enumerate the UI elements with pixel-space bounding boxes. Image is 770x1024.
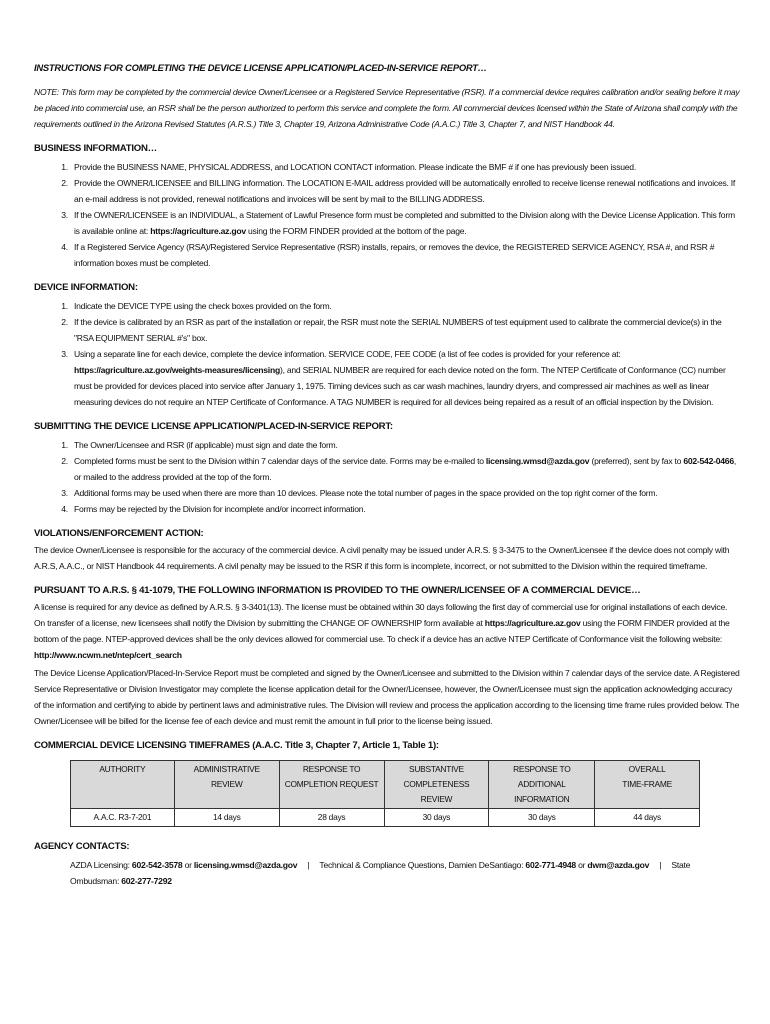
- list-item: 3. Additional forms may be used when there are more than 10 devices. Please note the total number of pages in the space provided on the top right corner of the form.: [70, 485, 740, 501]
- list-item: 4. Forms may be rejected by the Division for incomplete and/or incorrect information.: [70, 501, 740, 517]
- column-header: AUTHORITY: [71, 761, 175, 809]
- licensing-email-link[interactable]: licensing.wmsd@azda.gov: [485, 456, 590, 466]
- list-item: 1. Indicate the DEVICE TYPE using the check boxes provided on the form.: [70, 298, 740, 314]
- document-title: INSTRUCTIONS FOR COMPLETING THE DEVICE LICENSE APPLICATION/PLACED-IN-SERVICE REPORT…: [34, 62, 487, 73]
- list-item: [70, 207, 740, 239]
- list-item: 2. If the device is calibrated by an RSR as part of the installation or repair, the RSR must note the SERIAL NUMBERS of test equipment used to calibrate the commercial device(s) in the "RSA EQUIPMENT SERIAL #'s" box.: [70, 314, 740, 346]
- table-cell: 30 days: [384, 809, 489, 827]
- list-item-text: If the OWNER/LICENSEE is an INDIVIDUAL, a Statement of Lawful Presence form must be completed and submitted to the Division along with the Device License Application. This form is available online at:: [74, 210, 735, 236]
- list-item-text: Using a separate line for each device, complete the device information. SERVICE CODE, FEE CODE (a list of fee codes is provided for your reference at:: [74, 349, 621, 359]
- agriculture-website-link[interactable]: https://agriculture.az.gov: [150, 226, 246, 236]
- table-row: [71, 809, 700, 827]
- list-item: 2. Provide the OWNER/LICENSEE and BILLING information. The LOCATION E-MAIL address provided will be automatically enrolled to receive license renewal notifications and invoices. If an e-mail address is not provided, renewal notifications and invoices will be sent by mail to the BILLING ADDRESS.: [70, 175, 740, 207]
- list-item-text: Completed forms must be sent to the Division within 7 calendar days of the service date. Forms may be e-mailed to: [74, 456, 484, 466]
- business-information-list: [34, 159, 740, 271]
- table-header-row: [71, 761, 700, 809]
- agriculture-website-link[interactable]: https://agriculture.az.gov: [484, 618, 581, 628]
- list-item: [70, 346, 740, 410]
- table-cell: 28 days: [279, 809, 384, 827]
- column-header: SUBSTANTIVE COMPLETENESS REVIEW: [384, 761, 489, 809]
- contact-label: State Ombudsman:: [70, 860, 691, 886]
- licensing-email-link[interactable]: licensing.wmsd@azda.gov: [193, 860, 298, 870]
- timeframes-table: [70, 760, 700, 827]
- ntep-cert-search-link[interactable]: http://www.ncwm.net/ntep/cert_search: [34, 650, 182, 660]
- business-information-heading: BUSINESS INFORMATION…: [34, 143, 158, 154]
- table-cell: 30 days: [489, 809, 595, 827]
- list-item: [70, 453, 740, 485]
- table-cell: 14 days: [174, 809, 279, 827]
- device-information-heading: DEVICE INFORMATION:: [34, 282, 138, 293]
- column-header: OVERALL TIME-FRAME: [595, 761, 700, 809]
- column-header: RESPONSE TO COMPLETION REQUEST: [279, 761, 384, 809]
- list-item-text: (preferred), sent by fax to: [591, 456, 682, 466]
- technical-phone: 602-771-4948: [525, 860, 576, 870]
- instructions-page: [34, 60, 740, 889]
- submitting-list: [34, 437, 740, 517]
- table-cell: 44 days: [595, 809, 700, 827]
- intro-note: NOTE: This form may be completed by the commercial device Owner/Licensee or a Registered Service Representative (RSR). If a commercial device requires calibration and/or sealing before it may be placed into commercial use, an RSR shall be the person authorized to perform this service and complete the form. All commercial devices licensed within the State of Arizona shall comply with the requirements outlined in the Arizona Revised Statutes (A.R.S.) Title 3, Chapter 19, Arizona Administrative Code (A.A.C.) Title 3, Chapter 7, and NIST Handbook 44.: [34, 87, 740, 129]
- licensing-phone: 602-542-3578: [131, 860, 183, 870]
- contact-or: or: [578, 860, 586, 870]
- pursuant-paragraph-1: [34, 599, 740, 663]
- contact-label: Technical & Compliance Questions, Damien DeSantiago:: [319, 860, 524, 870]
- technical-email-link[interactable]: dwm@azda.gov: [587, 860, 650, 870]
- list-item: 1. Provide the BUSINESS NAME, PHYSICAL ADDRESS, and LOCATION CONTACT information. Please indicate the BMF # if one has previously been issued.: [70, 159, 740, 175]
- violations-text: The device Owner/Licensee is responsible for the accuracy of the commercial device. A civil penalty may be issued under A.R.S. § 3-3475 to the Owner/Licensee if the device does not comply with A.R.S, A.A.C., or NIST Handbook 44 requirements. A civil penalty may be issued to the RSR if this form is incomplete, incorrect, or not submitted to the Division within the required timeframe.: [34, 545, 730, 571]
- list-item-text: ), and SERIAL NUMBER are required for each device noted on the form. The NTEP Certificate of Conformance (CC) number must be provided for devices placed into service after January 1, 1975. Timing devices such as car wash machines, laundry dryers, and compressed air machines as well as linear measuring devices do not require an NTEP Certificate of Conformance. A TAG NUMBER is required for all devices being repaired as a result of an official inspection by the Division.: [74, 365, 726, 407]
- contact-or: or: [184, 860, 192, 870]
- list-item: 4. If a Registered Service Agency (RSA)/Registered Service Representative (RSR) installs, repairs, or removes the device, the REGISTERED SERVICE AGENCY, RSA #, and RSR # information boxes must be completed.: [70, 239, 740, 271]
- list-item-text: using the FORM FINDER provided at the bottom of the page.: [248, 226, 467, 236]
- paragraph-text: using the FORM FINDER provided at the bottom of the page. NTEP-approved devices shall be the only devices allowed for commercial use. To check if a device has an active NTEP Certificate of Conformance visit the following website:: [34, 618, 730, 644]
- contact-label: AZDA Licensing:: [70, 860, 130, 870]
- violations-heading: VIOLATIONS/ENFORCEMENT ACTION:: [34, 528, 204, 539]
- paragraph-text: A license is required for any device as defined by A.R.S. § 3-3401(13). The license must be obtained within 30 days following the first day of commercial use for original installations of each device. On transfer of a license, new licensees shall notify the Division by submitting the CHANGE OF OWNERSHIP form available at: [34, 602, 728, 628]
- column-header: RESPONSE TO ADDITIONAL INFORMATION: [489, 761, 595, 809]
- submitting-heading: SUBMITTING THE DEVICE LICENSE APPLICATION/PLACED-IN-SERVICE REPORT:: [34, 421, 393, 432]
- ombudsman-phone: 602-277-7292: [121, 876, 172, 886]
- list-item-text: , or mailed to the address provided at the top of the form.: [74, 456, 736, 482]
- timeframes-heading: COMMERCIAL DEVICE LICENSING TIMEFRAMES (A.A.C. Title 3, Chapter 7, Article 1, Table 1):: [34, 740, 439, 751]
- contact-separator: |: [307, 860, 310, 870]
- column-header: ADMINISTRATIVE REVIEW: [174, 761, 279, 809]
- table-cell: A.A.C. R3-7-201: [71, 809, 175, 827]
- fax-number: 602-542-0466: [683, 456, 734, 466]
- contact-separator: |: [659, 860, 662, 870]
- agency-contacts-heading: AGENCY CONTACTS:: [34, 841, 130, 852]
- list-item: 1. The Owner/Licensee and RSR (if applicable) must sign and date the form.: [70, 437, 740, 453]
- agency-contacts-line: [34, 857, 740, 889]
- device-information-list: [34, 298, 740, 410]
- pursuant-heading: PURSUANT TO A.R.S. § 41-1079, THE FOLLOWING INFORMATION IS PROVIDED TO THE OWNER/LICENSEE OF A COMMERCIAL DEVICE…: [34, 585, 641, 596]
- fee-codes-link[interactable]: https://agriculture.az.gov/weights-measures/licensing: [74, 365, 280, 375]
- pursuant-paragraph-2: The Device License Application/Placed-In-Service Report must be completed and signed by the Owner/Licensee and submitted to the Division within 7 calendar days of the service date. A Registered Service Representative or Division Investigator may complete the license application detail for the Owner/Licensee, however, the Owner/Licensee must sign the application acknowledging accuracy of the information and certifying to abide by pertinent laws and administrative rules. The Division will review and process the application according to the licensing time frame rules provided below. The Owner/Licensee will be billed for the license fee of each device and must remit the amount in full prior to the license being issued.: [34, 668, 740, 726]
